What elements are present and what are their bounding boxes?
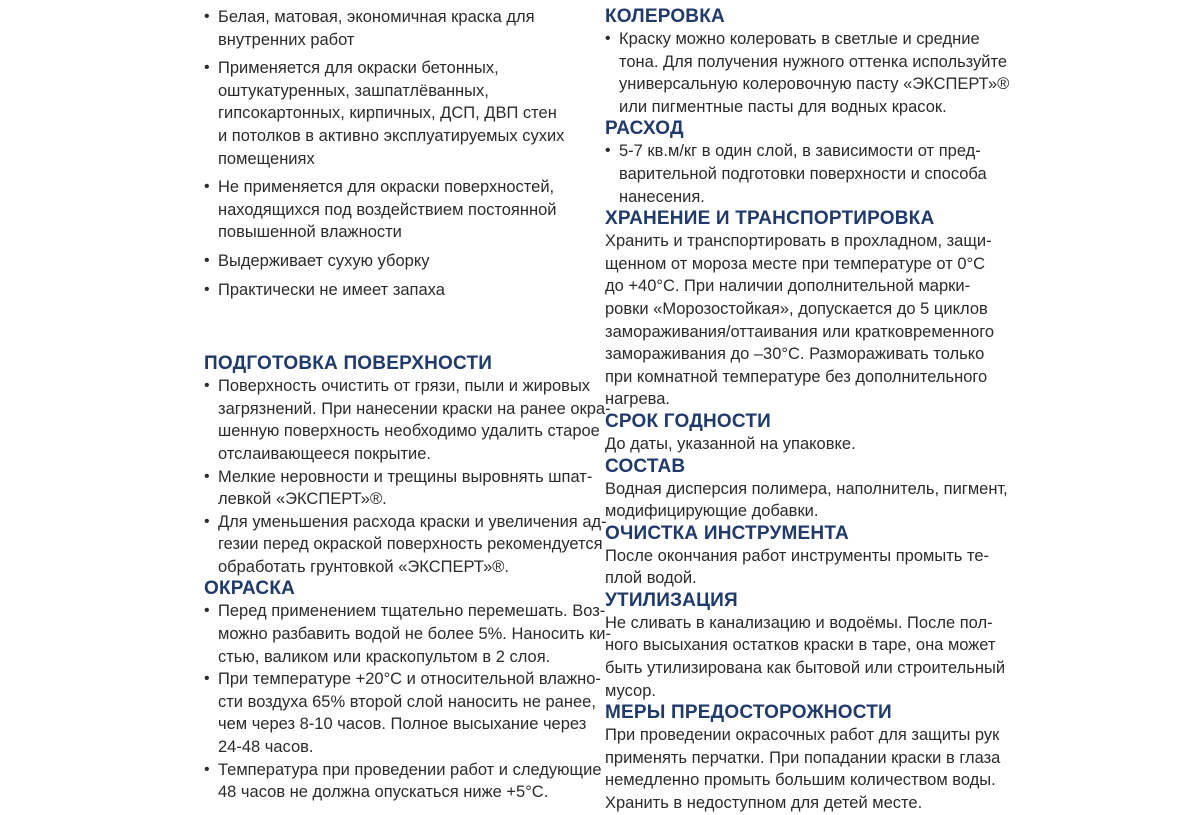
bullet-item [204, 466, 596, 511]
section-title-consumption: РАСХОД [605, 118, 684, 140]
text-line: • Поверхность очистить от грязи, пыли и жировых [218, 377, 591, 396]
text-line: • Температура при проведении работ и следующие [218, 760, 602, 779]
text-line: замораживания до –30°С. Размораживать только [605, 345, 985, 364]
text-line: Не сливать в канализацию и водоёмы. После пол- [605, 613, 993, 632]
right-column [605, 6, 1010, 815]
painting-bullets [204, 600, 611, 803]
bullet-item [204, 759, 602, 804]
text-line: • 5-7 кв.м/кг в один слой, в зависимости от пред- [619, 142, 981, 161]
shelf-life-text [605, 433, 1000, 456]
consumption-bullets [605, 140, 1000, 208]
intro-bullets [204, 6, 596, 301]
text-line: модифицирующие добавки. [605, 502, 819, 521]
section-title-tinting: КОЛЕРОВКА [605, 6, 725, 27]
text-line: повышенной влажности [218, 223, 402, 242]
text-line: левкой «ЭКСПЕРТ»®. [218, 490, 387, 509]
text-line: • Выдерживает сухую уборку [218, 251, 430, 270]
bullet-item [204, 250, 596, 273]
text-line: Водная дисперсия полимера, наполнитель, пигмент, [605, 479, 1008, 498]
text-line: помещениях [218, 149, 315, 168]
text-line: обработать грунтовкой «ЭКСПЕРТ»®. [218, 557, 510, 576]
section-shelf-life [605, 411, 1000, 456]
bullet-item [605, 140, 1000, 208]
section-title-storage: ХРАНЕНИЕ И ТРАНСПОРТИРОВКА [605, 208, 935, 230]
text-line: • Применяется для окраски бетонных, [218, 59, 499, 78]
text-line: плой водой. [605, 569, 697, 588]
section-title-composition: СОСТАВ [605, 455, 686, 477]
text-line: • Практически не имеет запаха [218, 280, 445, 299]
section-surface-prep [204, 353, 611, 578]
section-title-precautions: МЕРЫ ПРЕДОСТОРОЖНОСТИ [605, 702, 892, 724]
bullet-item [204, 600, 611, 668]
left-column [204, 6, 611, 804]
bullet-item [204, 279, 596, 302]
section-tinting [605, 6, 1010, 118]
tinting-bullets [605, 28, 1010, 118]
text-line: немедленно промыть большим количеством воды. [605, 771, 996, 790]
text-line: находящихся под воздействием постоянной [218, 200, 557, 219]
section-title-disposal: УТИЛИЗАЦИЯ [605, 589, 738, 611]
text-line: • Белая, матовая, экономичная краска для [218, 8, 535, 26]
text-line: • Краску можно колеровать в светлые и средние [619, 30, 980, 48]
text-line: ровки «Морозостойкая», допускается до 5 циклов [605, 299, 988, 318]
text-line: стью, валиком или краскопультом в 2 слоя. [218, 647, 551, 666]
section-storage [605, 208, 1000, 411]
text-line: мусор. [605, 681, 656, 700]
text-line: • Перед применением тщательно перемешать. Воз- [218, 602, 606, 621]
tool-cleaning-text [605, 545, 1000, 590]
text-line: до +40°С. При наличии дополнительной марки- [605, 277, 971, 296]
storage-text [605, 230, 1000, 411]
text-line: можно разбавить водой не более 5%. Наносить ки- [218, 625, 611, 644]
text-line: универсальную колеровочную пасту «ЭКСПЕРТ»® [619, 75, 1010, 94]
text-line: замораживания/оттаивания или кратковременного [605, 322, 995, 341]
text-line: загрязнений. При нанесении краски на ранее окра- [218, 399, 611, 418]
text-line: ного высыхания остатков краски в таре, она может [605, 636, 996, 655]
text-line: До даты, указанной на упаковке. [605, 434, 856, 453]
text-line: 24-48 часов. [218, 738, 314, 757]
text-line: гипсокартонных, кирпичных, ДСП, ДВП стен [218, 104, 557, 123]
section-title-tool-cleaning: ОЧИСТКА ИНСТРУМЕНТА [605, 522, 849, 544]
text-line: При проведении окрасочных работ для защиты рук [605, 726, 1000, 745]
text-line: щенном от мороза месте при температуре от 0°С [605, 254, 986, 273]
text-line: и потолков в активно эксплуатируемых сухих [218, 126, 565, 145]
text-line: сти воздуха 65% второй слой наносить не ранее, [218, 692, 596, 711]
precautions-text [605, 724, 1000, 814]
text-line: чем через 8-10 часов. Полное высыхание через [218, 715, 587, 734]
composition-text [605, 478, 1008, 523]
text-line: 48 часов не должна опускаться ниже +5°С. [218, 783, 549, 802]
surface-prep-bullets [204, 375, 611, 578]
text-line: • При температуре +20°С и относительной влажно- [218, 670, 601, 689]
section-composition [605, 455, 1008, 523]
text-line: нагрева. [605, 390, 671, 409]
bullet-item [204, 668, 601, 758]
text-line: при комнатной температуре без дополнительного [605, 367, 988, 386]
text-line: • Мелкие неровности и трещины выровнять шпат- [218, 467, 593, 486]
text-line: Хранить и транспортировать в прохладном, защи- [605, 232, 992, 251]
section-disposal [605, 589, 1006, 702]
section-painting [204, 578, 611, 803]
text-line: оштукатуренных, зашпатлёванных, [218, 81, 489, 100]
section-title-shelf-life: СРОК ГОДНОСТИ [605, 410, 771, 432]
bullet-item [605, 28, 1010, 118]
disposal-text [605, 612, 1006, 702]
text-line: варительной подготовки поверхности и способа [619, 164, 987, 183]
text-line: тона. Для получения нужного оттенка используйте [619, 52, 1008, 71]
text-line: отслаивающееся покрытие. [218, 444, 432, 463]
bullet-item [204, 6, 596, 51]
bullet-item [204, 57, 596, 170]
text-line: или пигментные пасты для водных красок. [619, 97, 947, 116]
text-line: гезии перед окраской поверхность рекомендуется [218, 535, 603, 554]
text-line: • Не применяется для окраски поверхностей, [218, 178, 555, 197]
text-line: • Для уменьшения расхода краски и увеличения ад- [218, 512, 607, 531]
bullet-item [204, 176, 596, 244]
section-title-surface-prep: ПОДГОТОВКА ПОВЕРХНОСТИ [204, 353, 493, 375]
text-line: нанесения. [619, 187, 705, 206]
section-tool-cleaning [605, 523, 1000, 590]
text-line: применять перчатки. При попадании краски в глаза [605, 748, 1001, 767]
section-title-painting: ОКРАСКА [204, 578, 296, 600]
text-line: После окончания работ инструменты промыть те- [605, 546, 990, 565]
section-precautions [605, 702, 1000, 814]
text-line: шенную поверхность необходимо удалить старое [218, 422, 600, 441]
bullet-item [204, 511, 607, 579]
text-line: внутренних работ [218, 30, 355, 49]
section-consumption [605, 118, 1000, 208]
section-spacer [204, 307, 596, 353]
text-line: Хранить в недоступном для детей месте. [605, 794, 923, 813]
text-line: быть утилизирована как бытовой или строительный [605, 659, 1006, 678]
bullet-item [204, 375, 611, 465]
